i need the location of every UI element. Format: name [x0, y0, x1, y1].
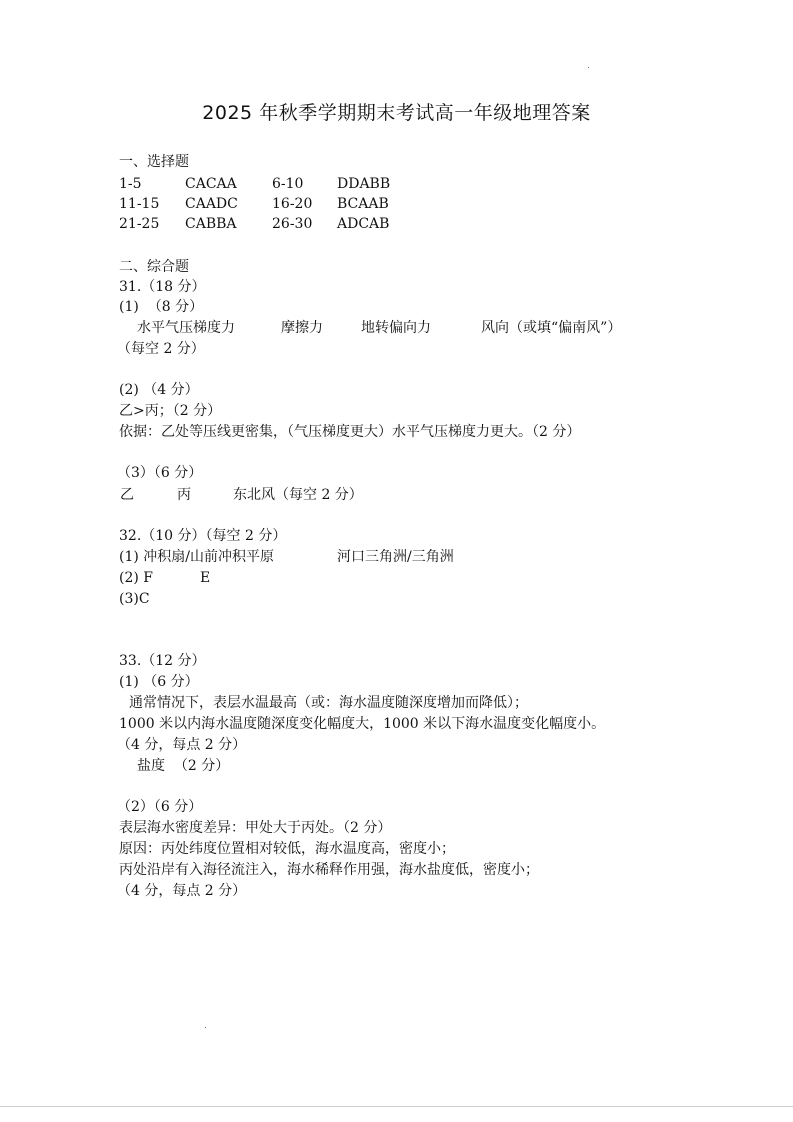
- mc-answers: DDABB: [337, 176, 391, 192]
- q31-part2-label: (2) （4 分）: [119, 382, 199, 398]
- q31-part3-answer: 东北风（每空 2 分）: [233, 487, 363, 503]
- q31-part3-answer: 乙: [120, 487, 134, 503]
- q33-part1-label: (1) （6 分）: [119, 674, 199, 690]
- q32-part2-answer: (2) F: [119, 570, 153, 586]
- q33-title: 33.（12 分）: [119, 653, 206, 669]
- q31-part1-note: （每空 2 分）: [117, 341, 205, 357]
- mc-answers: CABBA: [185, 216, 237, 232]
- page-title: 2025 年秋季学期期末考试高一年级地理答案: [202, 102, 591, 124]
- mc-range: 11-15: [119, 196, 160, 212]
- section2-heading: 二、综合题: [119, 259, 189, 275]
- q33-part2-line: 表层海水密度差异：甲处大于丙处。（2 分）: [119, 820, 392, 836]
- mc-range: 1-5: [119, 176, 142, 192]
- q31-part2-answer: 乙>丙；（2 分）: [119, 403, 222, 419]
- q32-part3-answer: (3)C: [119, 591, 150, 607]
- q31-title: 31.（18 分）: [119, 279, 206, 295]
- q32-title: 32.（10 分）（每空 2 分）: [119, 528, 287, 544]
- mc-range: 16-20: [272, 196, 313, 212]
- mc-answers: ADCAB: [337, 216, 390, 232]
- q32-part1-answer: (1) 冲积扇/山前冲积平原: [119, 549, 274, 565]
- q31-part1-label: (1) （8 分）: [119, 299, 204, 315]
- mc-answers: CACAA: [185, 176, 237, 192]
- q33-part1-line: 1000 米以内海水温度随深度变化幅度大，1000 米以下海水温度变化幅度小。: [119, 716, 606, 732]
- q33-part1-line: 通常情况下，表层水温最高（或：海水温度随深度增加而降低）；: [129, 695, 528, 711]
- q31-part1-answer: 风向（或填“偏南风”）: [481, 320, 622, 336]
- q31-part1-answer: 地转偏向力: [361, 320, 431, 336]
- q32-part1-answer: 河口三角洲/三角洲: [337, 549, 454, 565]
- q31-part3-answer: 丙: [177, 487, 191, 503]
- page-bottom-edge: [0, 1106, 793, 1107]
- scan-speck: [205, 1027, 206, 1028]
- q33-part1-salinity: 盐度 （2 分）: [137, 758, 230, 774]
- mc-answers: CAADC: [185, 196, 238, 212]
- scan-speck: [588, 67, 589, 68]
- q33-part2-line: 原因：丙处纬度位置相对较低，海水温度高，密度小；: [119, 841, 455, 857]
- mc-range: 26-30: [272, 216, 313, 232]
- q31-part3-label: （3）（6 分）: [117, 465, 203, 481]
- section1-heading: 一、选择题: [119, 154, 189, 170]
- q33-part1-score: （4 分，每点 2 分）: [117, 737, 247, 753]
- q31-part1-answer: 摩擦力: [281, 320, 323, 336]
- q31-part1-answer: 水平气压梯度力: [137, 320, 235, 336]
- mc-range: 6-10: [272, 176, 304, 192]
- q33-part2-line: 丙处沿岸有入海径流注入，海水稀释作用强，海水盐度低，密度小；: [119, 862, 539, 878]
- q32-part2-answer: E: [200, 570, 211, 586]
- mc-answers: BCAAB: [337, 196, 389, 212]
- q33-part2-label: （2）（6 分）: [117, 799, 203, 815]
- mc-range: 21-25: [119, 216, 160, 232]
- q31-part2-reason: 依据：乙处等压线更密集，（气压梯度更大）水平气压梯度力更大。（2 分）: [119, 424, 581, 440]
- q33-part2-score: （4 分，每点 2 分）: [117, 883, 247, 899]
